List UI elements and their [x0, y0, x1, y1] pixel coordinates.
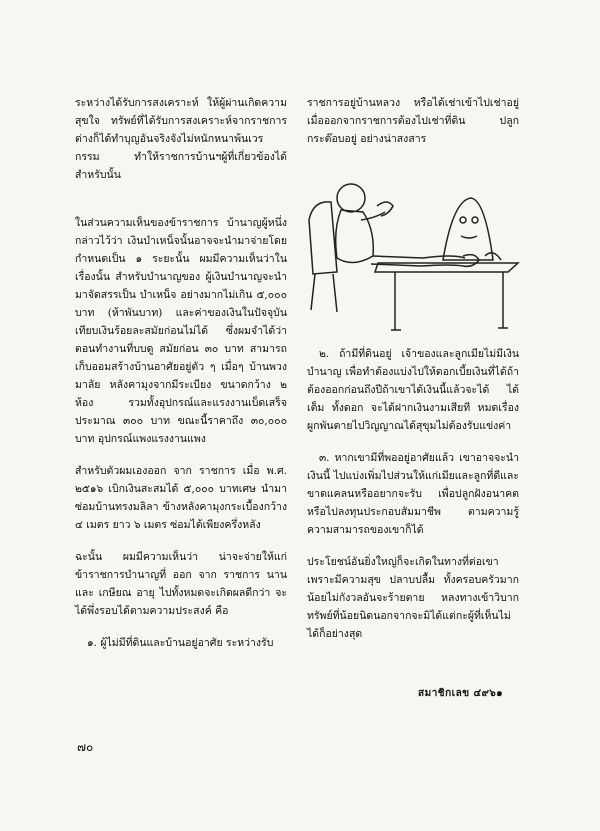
- paragraph: ระหว่างได้รับการสงเคราะห์ ให้ผู้ผ่านเกิดความสุขใจ ทรัพย์ที่ได้รับการสงเคราะห์จากราชการ ต่างก็ได้ทำบุญอันจริงจังไม่หนักหนาพ้นเวรกรรม ทำให้ราชการบ้านฯผู้ที่เกี่ยวข้องได้สำหรับนั้น: [75, 97, 287, 181]
- right-column-top: [307, 94, 519, 162]
- paragraph: ประโยชน์อันยิ่งใหญ่ก็จะเกิดในทางที่ต่อเขาเพราะมีความสุข ปลาบปลื้ม ทั้งครอบครัวมากน้อยไม่กังวลอันจะร้ายตาย หลงทางเข้าวิบากทรัพย์ที่น้อยนิดนอกจากจะมิได้แต่กะผู้ที่เห็นไม่ได้ก็อย่างสุด: [307, 556, 519, 640]
- member-signature: สมาชิกเลข ๔๙๖๑: [418, 688, 504, 699]
- paragraph: ๑. ผู้ไม่มีที่ดินและบ้านอยู่อาศัย ระหว่างรับ: [87, 637, 274, 649]
- right-column: [307, 345, 519, 657]
- paragraph: ฉะนั้น ผมมีความเห็นว่า น่าจะจ่ายให้แก่ข้าราชการบำนาญที่ ออก จาก ราชการ นาน และ เกษียณ อายุ ไปทั้งหมดจะเกิดผลดีกว่า จะได้พึ่งรอบได้ตามความประสงค์ คือ: [75, 551, 287, 617]
- paragraph: ๒. ถ้ามีที่ดินอยู่ เจ้าของและลูกเมียไม่มีเงินบำนาญ เพื่อทำต้องแบ่งไปให้ดอกเบี้ยเงินที่ได้ถ้าต้องออกก่อนถึงปีถ้าเขาได้เงินนี้แล้วจะได้ ได้เต็ม ทั้งดอก จะได้ฝากเงินงามเสียที หมดเรื่องผูกพันตายไปวิญญาณได้สุขุมไม่ต้องรับแข่งค่า: [307, 348, 519, 432]
- paragraph: ในส่วนความเห็นของข้าราชการ บ้านาญผู้หนึ่งกล่าวไว้ว่า เงินบำเหน็จนั้นอาจจะนำมาจ่ายโดยกำหนดเป็น ๑ ระยะนั้น ผมมีความเห็นว่าในเรื่องนั้น สำหรับบำนาญของ ผู้เงินบำนาญจะนำมาจัดสรรเป็น บำเหน็จ อย่างมากไม่เกิน ๕,๐๐๐ บาท (ห้าพันบาท) และค่าของเงินในปัจจุบันเทียบเงินร้อยละสมัยก่อนไม่ได้ ซึ่งผมจำได้ว่าตอนทำงานที่บบดู สมัยก่อน ๓๐ บาท สามารถเก็บออมสร้างบ้านอาศัยอยู่ตัว ๆ เมื่อๆ บ้านพวงมาลัย หลังคามุงจากมีระเบียง ขนาดกว้าง ๒ ห้อง รวมทั้งอุปกรณ์และแรงงานเบ็ดเสร็จประมาณ ๓๐๐ บาท ขณะนี้ราคาถึง ๓๐,๐๐๐ บาท อุปกรณ์แพงแรงงานแพง: [75, 217, 287, 445]
- page-number: ๗๐: [77, 740, 94, 754]
- cartoon-illustration: [303, 160, 523, 335]
- paragraph: ราชการอยู่บ้านหลวง หรือได้เช่าเข้าไปเช่าอยู่ เมื่อออกจากราชการต้องไปเช่าที่ดิน ปลูก กระต๊อบอยู่ อย่างน่าสงสาร: [307, 97, 519, 145]
- left-column: [75, 94, 287, 666]
- paragraph: ๓. หากเขามีที่พออยู่อาศัยแล้ว เขาอาจจะนำเงินนี้ ไปแบ่งเพิ่มไปส่วนให้แก่เมียและลูกที่ดีและขาดแคลนหรืออยากจะรับ เพื่อปลูกฝังอนาคตหรือไปลงทุนประกอบสัมมาชีพ ตามความรู้ความสามารถของเขาก็ได้: [307, 452, 519, 536]
- paragraph: สำหรับตัวผมเองออก จาก ราชการ เมื่อ พ.ศ. ๒๕๑๖ เบิกเงินสะสมได้ ๕,๐๐๐ บาทเศษ นำมาซ่อมบ้านทรงมลิลา ข้างหลังคามุงกระเบื้องกว้าง ๔ เมตร ยาว ๖ เมตร ซ่อมได้เพียงครึ่งหลัง: [75, 465, 287, 531]
